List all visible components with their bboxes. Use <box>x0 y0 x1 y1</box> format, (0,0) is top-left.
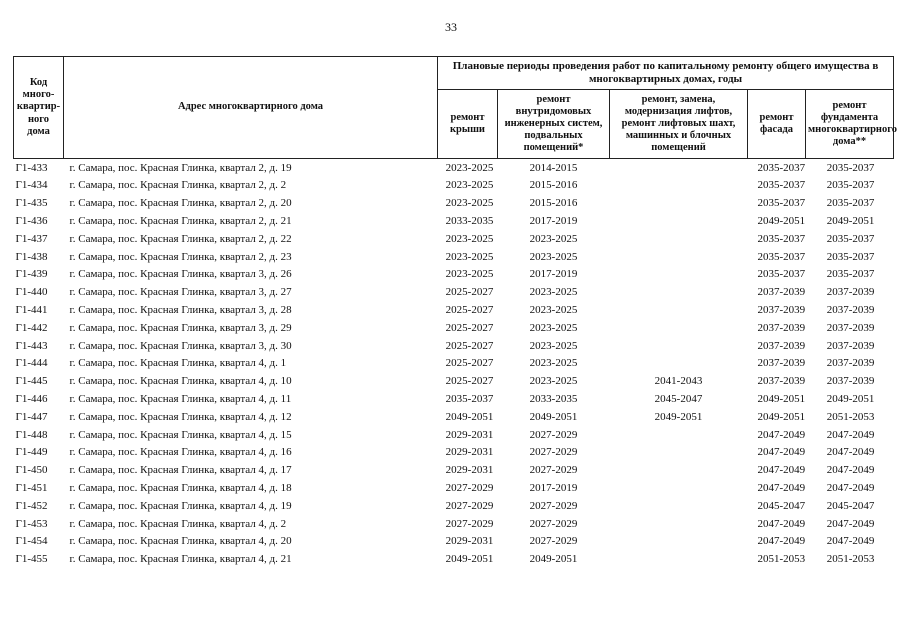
address-cell: г. Самара, пос. Красная Глинка, квартал 2, д. 19 <box>69 161 292 174</box>
facade-period-cell: 2045-2047 <box>757 499 806 512</box>
foundation-period-cell: 2037-2039 <box>826 303 875 316</box>
code-cell: Г1-435 <box>15 197 48 210</box>
code-cell: Г1-440 <box>15 286 48 299</box>
code-cell: Г1-448 <box>15 428 48 441</box>
address-cell: г. Самара, пос. Красная Глинка, квартал 4, д. 21 <box>69 553 292 566</box>
lifts-period-cell <box>610 497 748 515</box>
address-cell: г. Самара, пос. Красная Глинка, квартал 2, д. 22 <box>69 232 292 245</box>
table-body <box>14 159 894 569</box>
facade-period-cell: 2035-2037 <box>757 250 806 263</box>
table-row <box>14 408 894 426</box>
lifts-period-cell <box>610 462 748 480</box>
lifts-period-cell: 2041-2043 <box>654 375 703 388</box>
lifts-period-cell <box>610 195 748 213</box>
address-cell: г. Самара, пос. Красная Глинка, квартал 4, д. 2 <box>69 517 287 530</box>
code-cell: Г1-442 <box>15 321 48 334</box>
engineering-period-cell: 2023-2025 <box>529 303 578 316</box>
table-row <box>14 248 894 266</box>
facade-period-cell: 2047-2049 <box>757 481 806 494</box>
header-lifts: ремонт, замена, модернизация лифтов, ремонт лифтовых шахт, машинных и блочных помещений <box>610 90 748 159</box>
facade-period-cell: 2037-2039 <box>757 321 806 334</box>
facade-period-cell: 2035-2037 <box>757 268 806 281</box>
header-address: Адрес многоквартирного дома <box>64 57 438 159</box>
engineering-period-cell: 2049-2051 <box>529 410 578 423</box>
engineering-period-cell: 2023-2025 <box>529 232 578 245</box>
foundation-period-cell: 2035-2037 <box>826 232 875 245</box>
header-code: Код много-квартир-ного дома <box>14 57 64 159</box>
facade-period-cell: 2037-2039 <box>757 375 806 388</box>
roof-period-cell: 2033-2035 <box>445 214 494 227</box>
roof-period-cell: 2023-2025 <box>445 161 494 174</box>
table-header <box>14 57 897 159</box>
lifts-period-cell <box>610 444 748 462</box>
facade-period-cell: 2049-2051 <box>757 214 806 227</box>
lifts-period-cell <box>610 515 748 533</box>
roof-period-cell: 2025-2027 <box>445 375 494 388</box>
engineering-period-cell: 2027-2029 <box>529 499 578 512</box>
code-cell: Г1-454 <box>15 535 48 548</box>
engineering-period-cell: 2014-2015 <box>529 161 578 174</box>
engineering-period-cell: 2023-2025 <box>529 375 578 388</box>
lifts-period-cell <box>610 426 748 444</box>
engineering-period-cell: 2017-2019 <box>529 214 578 227</box>
engineering-period-cell: 2023-2025 <box>529 357 578 370</box>
engineering-period-cell: 2027-2029 <box>529 446 578 459</box>
code-cell: Г1-441 <box>15 303 48 316</box>
roof-period-cell: 2025-2027 <box>445 321 494 334</box>
table-row <box>14 515 894 533</box>
address-cell: г. Самара, пос. Красная Глинка, квартал 4, д. 18 <box>69 481 292 494</box>
facade-period-cell: 2035-2037 <box>757 161 806 174</box>
address-cell: г. Самара, пос. Красная Глинка, квартал 3, д. 28 <box>69 303 292 316</box>
address-cell: г. Самара, пос. Красная Глинка, квартал 4, д. 20 <box>69 535 292 548</box>
foundation-period-cell: 2047-2049 <box>826 446 875 459</box>
code-cell: Г1-433 <box>15 161 48 174</box>
header-facade: ремонт фасада <box>748 90 806 159</box>
header-roof: ремонт крыши <box>438 90 498 159</box>
lifts-period-cell <box>610 337 748 355</box>
roof-period-cell: 2025-2027 <box>445 286 494 299</box>
table-row <box>14 195 894 213</box>
engineering-period-cell: 2027-2029 <box>529 464 578 477</box>
foundation-period-cell: 2051-2053 <box>826 553 875 566</box>
foundation-period-cell: 2051-2053 <box>826 410 875 423</box>
foundation-period-cell: 2037-2039 <box>826 375 875 388</box>
roof-period-cell: 2035-2037 <box>445 392 494 405</box>
code-cell: Г1-455 <box>15 553 48 566</box>
code-cell: Г1-437 <box>15 232 48 245</box>
table-row <box>14 497 894 515</box>
address-cell: г. Самара, пос. Красная Глинка, квартал 2, д. 23 <box>69 250 292 263</box>
facade-period-cell: 2047-2049 <box>757 464 806 477</box>
table-row <box>14 444 894 462</box>
roof-period-cell: 2049-2051 <box>445 553 494 566</box>
facade-period-cell: 2035-2037 <box>757 232 806 245</box>
facade-period-cell: 2037-2039 <box>757 339 806 352</box>
foundation-period-cell: 2035-2037 <box>826 179 875 192</box>
code-cell: Г1-453 <box>15 517 48 530</box>
address-cell: г. Самара, пос. Красная Глинка, квартал 2, д. 20 <box>69 197 292 210</box>
table-row <box>14 319 894 337</box>
lifts-period-cell <box>610 533 748 551</box>
engineering-period-cell: 2027-2029 <box>529 517 578 530</box>
table-row <box>14 212 894 230</box>
facade-period-cell: 2049-2051 <box>757 392 806 405</box>
lifts-period-cell <box>610 248 748 266</box>
roof-period-cell: 2025-2027 <box>445 303 494 316</box>
header-foundation: ремонт фундамента многоквартирного дома** <box>806 90 894 159</box>
lifts-period-cell <box>610 479 748 497</box>
address-cell: г. Самара, пос. Красная Глинка, квартал 3, д. 27 <box>69 286 292 299</box>
address-cell: г. Самара, пос. Красная Глинка, квартал 4, д. 1 <box>69 357 287 370</box>
lifts-period-cell <box>610 266 748 284</box>
code-cell: Г1-444 <box>15 357 48 370</box>
code-cell: Г1-452 <box>15 499 48 512</box>
roof-period-cell: 2023-2025 <box>445 179 494 192</box>
table-row <box>14 551 894 569</box>
engineering-period-cell: 2027-2029 <box>529 428 578 441</box>
engineering-period-cell: 2015-2016 <box>529 197 578 210</box>
foundation-period-cell: 2047-2049 <box>826 464 875 477</box>
code-cell: Г1-447 <box>15 410 48 423</box>
code-cell: Г1-439 <box>15 268 48 281</box>
table-row <box>14 479 894 497</box>
table-row <box>14 355 894 373</box>
capital-repair-schedule-table <box>13 56 897 568</box>
table-row <box>14 284 894 302</box>
address-cell: г. Самара, пос. Красная Глинка, квартал 3, д. 29 <box>69 321 292 334</box>
table-row <box>14 390 894 408</box>
code-cell: Г1-451 <box>15 481 48 494</box>
foundation-period-cell: 2035-2037 <box>826 161 875 174</box>
engineering-period-cell: 2015-2016 <box>529 179 578 192</box>
lifts-period-cell <box>610 301 748 319</box>
foundation-period-cell: 2045-2047 <box>826 499 875 512</box>
address-cell: г. Самара, пос. Красная Глинка, квартал 2, д. 21 <box>69 214 292 227</box>
engineering-period-cell: 2017-2019 <box>529 268 578 281</box>
foundation-period-cell: 2035-2037 <box>826 268 875 281</box>
address-cell: г. Самара, пос. Красная Глинка, квартал 4, д. 12 <box>69 410 292 423</box>
table-row <box>14 159 894 177</box>
address-cell: г. Самара, пос. Красная Глинка, квартал 4, д. 15 <box>69 428 292 441</box>
facade-period-cell: 2047-2049 <box>757 517 806 530</box>
lifts-period-cell <box>610 159 748 177</box>
roof-period-cell: 2023-2025 <box>445 268 494 281</box>
code-cell: Г1-450 <box>15 464 48 477</box>
facade-period-cell: 2035-2037 <box>757 179 806 192</box>
facade-period-cell: 2049-2051 <box>757 410 806 423</box>
address-cell: г. Самара, пос. Красная Глинка, квартал 4, д. 16 <box>69 446 292 459</box>
header-engineering: ремонт внутридомовых инженерных систем, подвальных помещений* <box>498 90 610 159</box>
roof-period-cell: 2023-2025 <box>445 197 494 210</box>
roof-period-cell: 2027-2029 <box>445 517 494 530</box>
lifts-period-cell <box>610 551 748 569</box>
lifts-period-cell <box>610 177 748 195</box>
page-number: 33 <box>445 20 457 34</box>
engineering-period-cell: 2023-2025 <box>529 321 578 334</box>
facade-period-cell: 2051-2053 <box>757 553 806 566</box>
lifts-period-cell <box>610 284 748 302</box>
roof-period-cell: 2029-2031 <box>445 535 494 548</box>
engineering-period-cell: 2023-2025 <box>529 339 578 352</box>
table-row <box>14 533 894 551</box>
engineering-period-cell: 2033-2035 <box>529 392 578 405</box>
address-cell: г. Самара, пос. Красная Глинка, квартал 3, д. 26 <box>69 268 292 281</box>
address-cell: г. Самара, пос. Красная Глинка, квартал 2, д. 2 <box>69 179 287 192</box>
roof-period-cell: 2029-2031 <box>445 428 494 441</box>
code-cell: Г1-445 <box>15 375 48 388</box>
lifts-period-cell <box>610 230 748 248</box>
roof-period-cell: 2025-2027 <box>445 339 494 352</box>
engineering-period-cell: 2023-2025 <box>529 250 578 263</box>
table-row <box>14 373 894 391</box>
foundation-period-cell: 2037-2039 <box>826 286 875 299</box>
code-cell: Г1-449 <box>15 446 48 459</box>
table-row <box>14 230 894 248</box>
table-row <box>14 266 894 284</box>
roof-period-cell: 2023-2025 <box>445 232 494 245</box>
table-row <box>14 462 894 480</box>
address-cell: г. Самара, пос. Красная Глинка, квартал 4, д. 19 <box>69 499 292 512</box>
roof-period-cell: 2023-2025 <box>445 250 494 263</box>
engineering-period-cell: 2049-2051 <box>529 553 578 566</box>
address-cell: г. Самара, пос. Красная Глинка, квартал 3, д. 30 <box>69 339 292 352</box>
facade-period-cell: 2037-2039 <box>757 357 806 370</box>
table-row <box>14 337 894 355</box>
foundation-period-cell: 2035-2037 <box>826 197 875 210</box>
address-cell: г. Самара, пос. Красная Глинка, квартал 4, д. 10 <box>69 375 292 388</box>
address-cell: г. Самара, пос. Красная Глинка, квартал 4, д. 11 <box>69 392 292 405</box>
engineering-period-cell: 2023-2025 <box>529 286 578 299</box>
code-cell: Г1-434 <box>15 179 48 192</box>
engineering-period-cell: 2017-2019 <box>529 481 578 494</box>
foundation-period-cell: 2037-2039 <box>826 357 875 370</box>
code-cell: Г1-438 <box>15 250 48 263</box>
facade-period-cell: 2035-2037 <box>757 197 806 210</box>
code-cell: Г1-436 <box>15 214 48 227</box>
facade-period-cell: 2047-2049 <box>757 446 806 459</box>
foundation-period-cell: 2037-2039 <box>826 339 875 352</box>
foundation-period-cell: 2049-2051 <box>826 392 875 405</box>
roof-period-cell: 2029-2031 <box>445 464 494 477</box>
header-periods-group: Плановые периоды проведения работ по капитальному ремонту общего имущества в многоквартирных домах, годы <box>438 57 894 90</box>
roof-period-cell: 2027-2029 <box>445 499 494 512</box>
lifts-period-cell <box>610 355 748 373</box>
roof-period-cell: 2049-2051 <box>445 410 494 423</box>
foundation-period-cell: 2047-2049 <box>826 428 875 441</box>
roof-period-cell: 2027-2029 <box>445 481 494 494</box>
foundation-period-cell: 2035-2037 <box>826 250 875 263</box>
table-row <box>14 177 894 195</box>
foundation-period-cell: 2047-2049 <box>826 481 875 494</box>
facade-period-cell: 2037-2039 <box>757 303 806 316</box>
facade-period-cell: 2047-2049 <box>757 428 806 441</box>
lifts-period-cell <box>610 212 748 230</box>
table-row <box>14 301 894 319</box>
foundation-period-cell: 2047-2049 <box>826 535 875 548</box>
facade-period-cell: 2047-2049 <box>757 535 806 548</box>
foundation-period-cell: 2047-2049 <box>826 517 875 530</box>
lifts-period-cell: 2045-2047 <box>654 392 703 405</box>
lifts-period-cell <box>610 319 748 337</box>
engineering-period-cell: 2027-2029 <box>529 535 578 548</box>
address-cell: г. Самара, пос. Красная Глинка, квартал 4, д. 17 <box>69 464 292 477</box>
lifts-period-cell: 2049-2051 <box>654 410 703 423</box>
code-cell: Г1-446 <box>15 392 48 405</box>
roof-period-cell: 2029-2031 <box>445 446 494 459</box>
roof-period-cell: 2025-2027 <box>445 357 494 370</box>
code-cell: Г1-443 <box>15 339 48 352</box>
foundation-period-cell: 2037-2039 <box>826 321 875 334</box>
table-row <box>14 426 894 444</box>
foundation-period-cell: 2049-2051 <box>826 214 875 227</box>
facade-period-cell: 2037-2039 <box>757 286 806 299</box>
